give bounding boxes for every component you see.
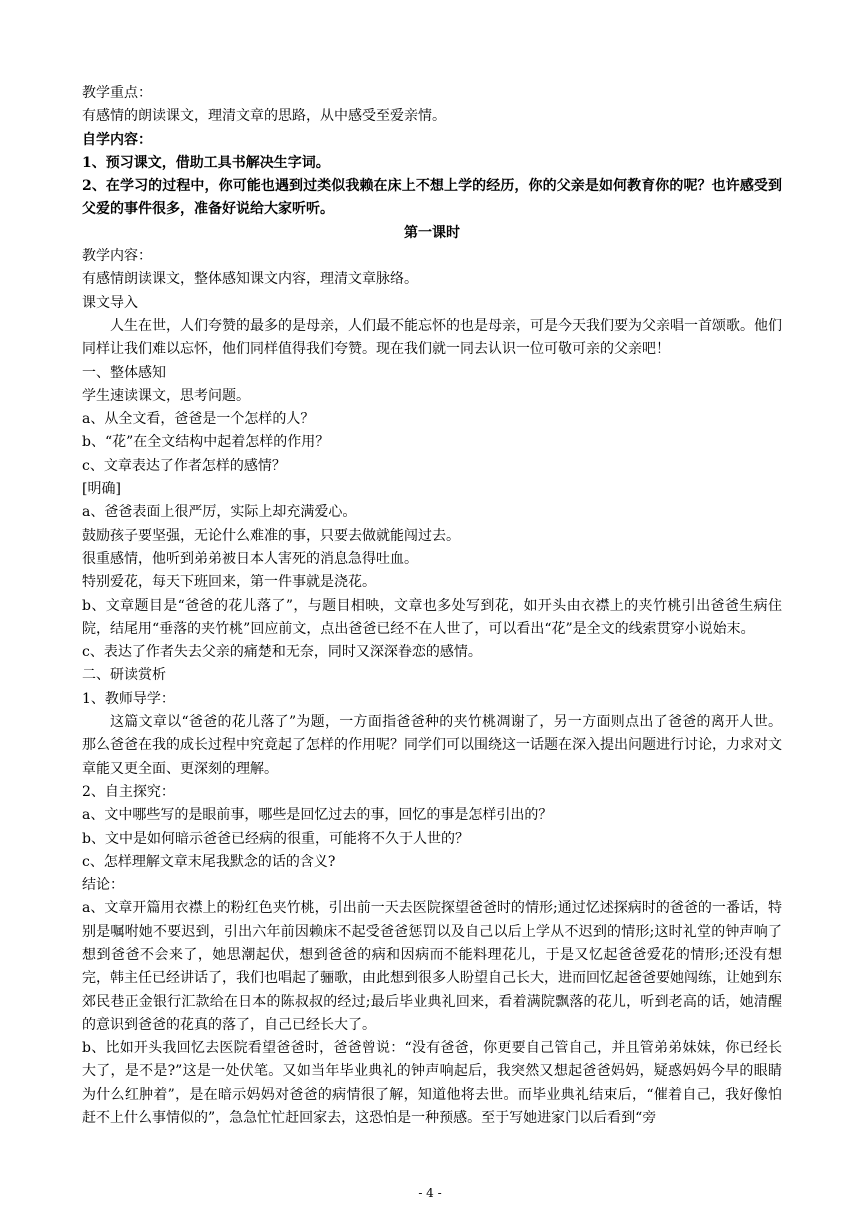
answer-a: a、爸爸表面上很严厉，实际上却充满爱心。	[82, 504, 357, 521]
paragraph: 人生在世，人们夸赞的最多的是母亲，人们最不能忘怀的也是母亲，可是今天我们要为父亲唱一首颂歌。他们同样让我们难以忘怀，他们同样值得我们夸赞。现在我们就一同去认识一位可敬可亲的父亲吧！	[82, 317, 782, 358]
explore-question-c: c、怎样理解文章末尾我默念的话的含义?	[82, 853, 336, 870]
heading-self-study: 自学内容：	[82, 131, 152, 148]
conclusion-a: a、文章开篇用衣襟上的粉红色夹竹桃，引出前一天去医院探望爸爸时的情形;通过忆述探病时的爸爸的一番话，特别是嘱咐她不要迟到，引出六年前因赖床不起受爸爸惩罚以及自己以后上学从不迟到的情形;这时礼堂的钟声响了想到爸爸不会来了，她思潮起伏，想到爸爸的病和因病而不能料理花儿，于是又忆起爸爸爱花的情形;还没有想完，韩主任已经讲话了，我们也唱起了骊歌，由此想到很多人盼望自己长大，进而回忆起爸爸要她闯练，让她到东郊民巷正金银行汇款给在日本的陈叔叔的经过;最后毕业典礼回来，看着满院飘落的花儿，听到老高的话，她清醒的意识到爸爸的花真的落了，自己已经长大了。	[82, 900, 782, 1033]
text-line: 特别爱花，每天下班回来，第一件事就是浇花。	[82, 574, 376, 591]
text-line: 很重感情，他听到弟弟被日本人害死的消息急得吐血。	[82, 550, 418, 567]
heading-section-1: 一、整体感知	[82, 364, 166, 381]
question-a: a、从全文看，爸爸是一个怎样的人？	[82, 411, 315, 428]
heading-intro: 课文导入	[82, 294, 138, 311]
paragraph: 2、在学习的过程中，你可能也遇到过类似我赖在床上不想上学的经历，你的父亲是如何教育你的呢？也许感受到父爱的事件很多，准备好说给大家听听。	[82, 178, 782, 218]
heading-teaching-content: 教学内容：	[82, 248, 152, 265]
question-b: b、“花”在全文结构中起着怎样的作用？	[82, 434, 330, 451]
heading-teacher-guide: 1、教师导学：	[82, 690, 175, 707]
document-page	[82, 82, 782, 1130]
clarify-label: [明确]	[82, 481, 121, 498]
text-line: 有感情朗读课文，整体感知课文内容，理清文章脉络。	[82, 271, 418, 288]
text-line: 1、预习课文，借助工具书解决生字词。	[82, 154, 330, 171]
question-c: c、文章表达了作者怎样的感情？	[82, 457, 286, 474]
section-title: 第一课时	[404, 224, 460, 241]
paragraph: 这篇文章以“爸爸的花儿落了”为题，一方面指爸爸种的夹竹桃凋谢了，另一方面则点出了爸爸的离开人世。那么爸爸在我的成长过程中究竟起了怎样的作用呢？同学们可以围绕这一话题在深入提出问题进行讨论，力求对文章能又更全面、更深刻的理解。	[82, 714, 782, 777]
text-line: 有感情的朗读课文，理清文章的思路，从中感受至爱亲情。	[82, 108, 446, 125]
heading-teaching-focus: 教学重点：	[82, 85, 152, 101]
heading-self-explore: 2、自主探究：	[82, 783, 175, 800]
text-line: 学生速读课文，思考问题。	[82, 387, 250, 404]
conclusion-label: 结论：	[82, 877, 124, 894]
page-number: - 4 -	[418, 1186, 442, 1200]
heading-section-2: 二、研读赏析	[82, 667, 166, 684]
answer-b: b、文章题目是“爸爸的花儿落了”，与题目相映，文章也多处写到花，如开头由衣襟上的夹竹桃引出爸爸生病住院，结尾用“垂落的夹竹桃”回应前文，点出爸爸已经不在人世了，可以看出“花”是全文的线索贯穿小说始末。	[82, 597, 782, 637]
explore-question-b: b、文中是如何暗示爸爸已经病的很重，可能将不久于人世的？	[82, 830, 469, 847]
conclusion-b: b、比如开头我回忆去医院看望爸爸时，爸爸曾说：“没有爸爸，你更要自己管自己，并且管弟弟妹妹，你已经长大了，是不是?”这是一处伏笔。又如当年毕业典礼的钟声响起后，我突然又想起爸爸妈妈，疑惑妈妈今早的眼睛为什么红肿着”，是在暗示妈妈对爸爸的病情很了解，知道他将去世。而毕业典礼结束后，“催着自己，我好像怕赶不上什么事情似的”，急急忙忙赶回家去，这恐怕是一种预感。至于写她进家门以后看到“旁	[82, 1040, 782, 1127]
explore-question-a: a、文中哪些写的是眼前事，哪些是回忆过去的事，回忆的事是怎样引出的？	[82, 807, 553, 824]
text-line: 鼓励孩子要坚强，无论什么难准的事，只要去做就能闯过去。	[82, 527, 460, 544]
answer-c: c、表达了作者失去父亲的痛楚和无奈，同时又深深眷恋的感情。	[82, 644, 482, 661]
